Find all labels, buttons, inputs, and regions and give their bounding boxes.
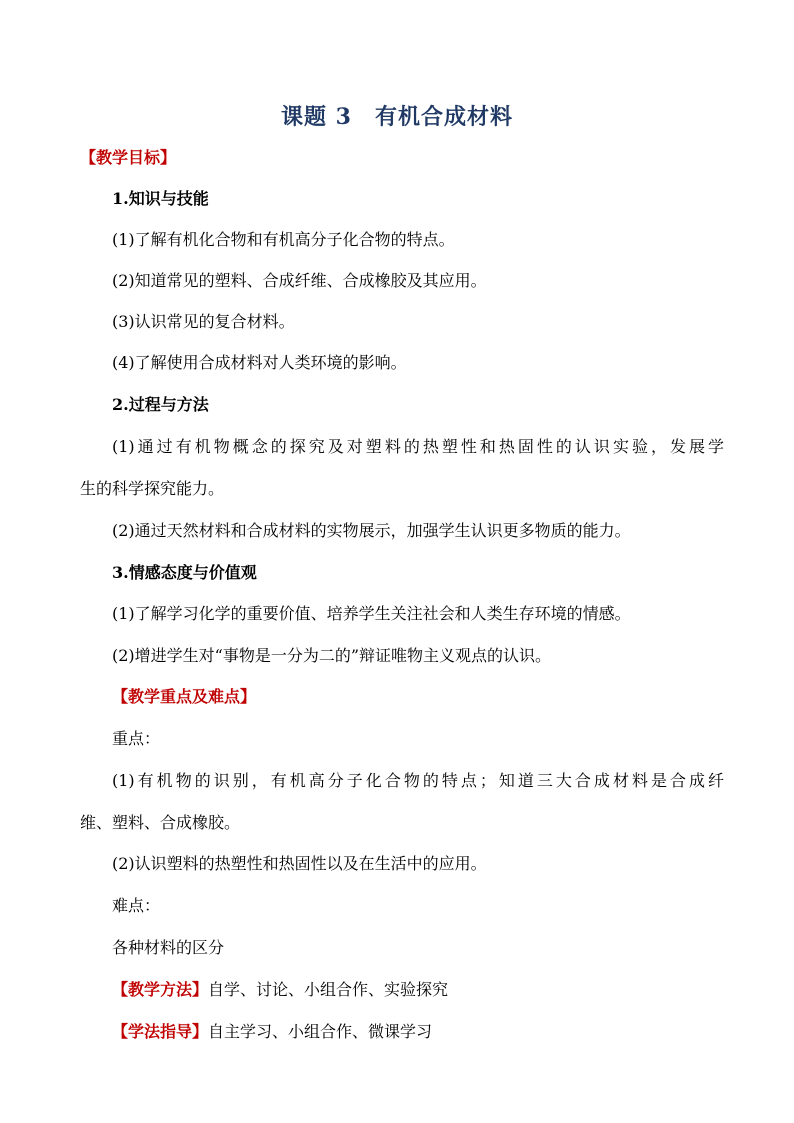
methods-text: 自学、讨论、小组合作、实验探究: [208, 980, 449, 999]
knowledge-skills-heading: 1.知识与技能: [112, 189, 209, 208]
attitude-item: (1)了解学习化学的重要价值、培养学生关注社会和人类生存环境的情感。: [112, 604, 631, 623]
objective-item: (2)知道常见的塑料、合成纤维、合成橡胶及其应用。: [112, 271, 487, 290]
page-title: 课题 3 有机合成材料: [281, 104, 513, 130]
attitude-values-heading: 3.情感态度与价值观: [112, 563, 257, 582]
objective-item: (1)了解有机化合物和有机高分子化合物的特点。: [112, 230, 455, 249]
methods-row: [112, 979, 448, 1001]
attitude-item: (2)增进学生对“事物是一分为二的”辩证唯物主义观点的认识。: [112, 646, 552, 665]
objective-item: (4)了解使用合成材料对人类环境的影响。: [112, 353, 407, 372]
key-label: 重点：: [112, 729, 161, 748]
process-item-1-line2: 生的科学探究能力。: [80, 479, 225, 498]
process-item-2: (2)通过天然材料和合成材料的实物展示，加强学生认识更多物质的能力。: [112, 521, 631, 540]
study-heading: 【学法指导】: [112, 1022, 209, 1041]
difficulty-text: 各种材料的区分: [112, 938, 225, 957]
objective-item: (3)认识常见的复合材料。: [112, 312, 295, 331]
key-points-heading: 【教学重点及难点】: [112, 687, 257, 706]
key-item-2: (2)认识塑料的热塑性和热固性以及在生活中的应用。: [112, 854, 487, 873]
process-item-1-line1: (1)通过有机物概念的探究及对塑料的热塑性和热固性的认识实验，发展学: [112, 437, 724, 456]
methods-heading: 【教学方法】: [112, 980, 209, 999]
study-text: 自主学习、小组合作、微课学习: [208, 1022, 433, 1041]
study-row: [112, 1021, 432, 1043]
key-item-1-line1: (1)有机物的识别，有机高分子化合物的特点；知道三大合成材料是合成纤: [112, 771, 724, 790]
key-item-1-line2: 维、塑料、合成橡胶。: [80, 813, 241, 832]
process-methods-heading: 2.过程与方法: [112, 395, 209, 414]
difficulty-label: 难点：: [112, 896, 161, 915]
objectives-heading: 【教学目标】: [80, 148, 177, 167]
